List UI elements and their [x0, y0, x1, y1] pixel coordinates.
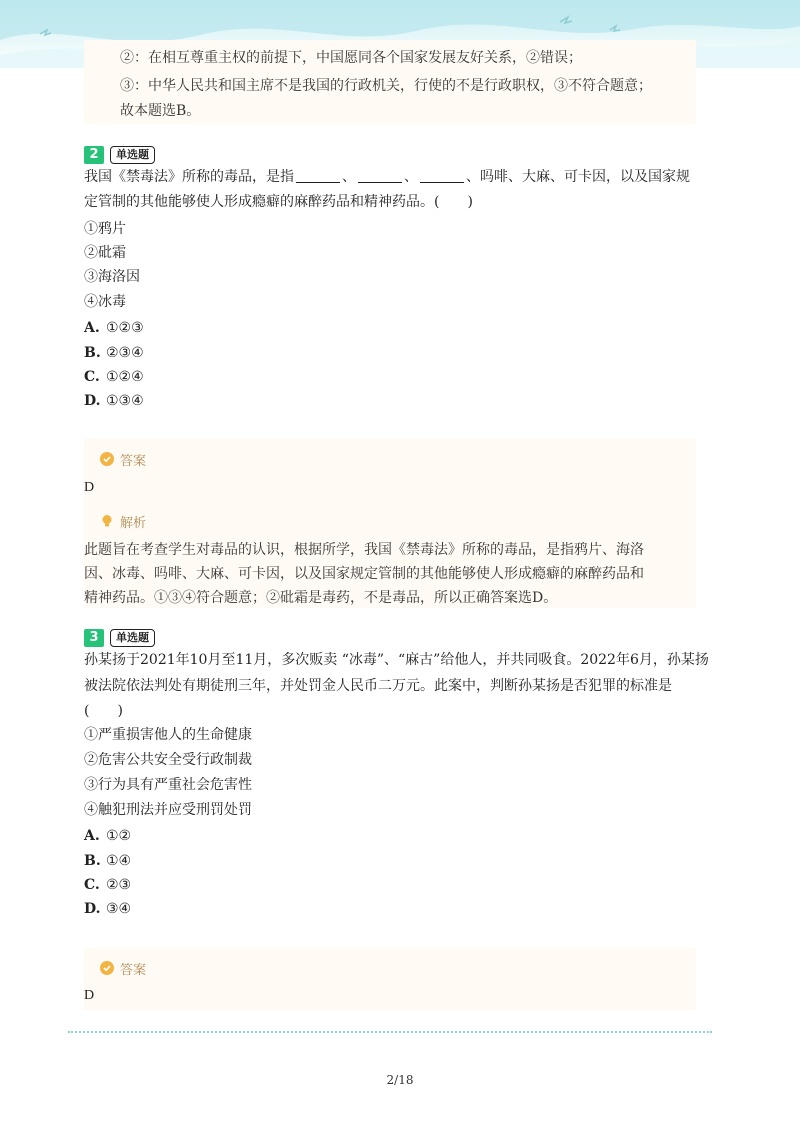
question-3-stem-line: 被法院依法判处有期徒刑三年，并处罚金人民币二万元。此案中，判断孙某扬是否犯罪的标准是 — [84, 678, 672, 694]
question-2-item: ③海洛因 — [84, 269, 140, 285]
question-type-tag: 单选题 — [110, 146, 155, 164]
question-3-item: ②危害公共安全受行政制裁 — [84, 752, 252, 768]
fill-blank — [358, 168, 402, 183]
question-2-analysis-line: 此题旨在考查学生对毒品的认识，根据所学，我国《禁毒法》所称的毒品，是指鸦片、海洛 — [84, 542, 644, 558]
question-2-analysis-line: 因、冰毒、吗啡、大麻、可卡因，以及国家规定管制的其他能够使人形成瘾癖的麻醉药品和 — [84, 566, 644, 582]
check-badge-icon — [100, 452, 114, 466]
question-3-item: ④触犯刑法并应受刑罚处罚 — [84, 802, 252, 818]
answer-tag — [100, 449, 146, 469]
question-2-option-b[interactable]: B. ②③④ — [84, 345, 144, 361]
answer-label: 答案 — [120, 453, 147, 469]
footer-divider — [68, 1031, 712, 1033]
question-2-option-d[interactable]: D. ①③④ — [84, 393, 144, 409]
question-2-option-a[interactable]: A. ①②③ — [84, 320, 144, 336]
prev-explanation-line: ②：在相互尊重主权的前提下，中国愿同各个国家发展友好关系，②错误； — [120, 50, 582, 66]
question-2-item: ②砒霜 — [84, 245, 126, 261]
analysis-label: 解析 — [120, 515, 147, 531]
prev-explanation-line: ③：中华人民共和国主席不是我国的行政机关，行使的不是行政职权，③不符合题意； — [120, 78, 652, 94]
question-number-badge: 3 — [84, 629, 104, 647]
question-3-answer: D — [84, 988, 95, 1003]
question-3-option-c[interactable]: C. ②③ — [84, 877, 132, 893]
question-number-badge: 2 — [84, 146, 104, 164]
answer-tag — [100, 958, 146, 978]
question-3-stem-line: ( ) — [84, 703, 123, 719]
question-3-option-b[interactable]: B. ①④ — [84, 853, 132, 869]
question-2-item: ①鸦片 — [84, 221, 126, 237]
question-type-tag: 单选题 — [110, 629, 155, 647]
question-2-stem-line: 定管制的其他能够使人形成瘾癖的麻醉药品和精神药品。( ) — [84, 194, 473, 210]
question-2-answer: D — [84, 480, 95, 495]
question-3-answer-box — [84, 948, 696, 1010]
analysis-tag — [100, 511, 146, 531]
question-3-option-d[interactable]: D. ③④ — [84, 901, 132, 917]
question-2-item: ④冰毒 — [84, 294, 126, 310]
question-2-stem: 我国《禁毒法》所称的毒品，是指 、 、 、吗啡、大麻、可卡因，以及国家规 — [84, 169, 690, 185]
question-2-header — [84, 145, 155, 165]
check-badge-icon — [100, 961, 114, 975]
page-number: 2/18 — [386, 1073, 414, 1087]
question-2-option-c[interactable]: C. ①②④ — [84, 369, 144, 385]
answer-label: 答案 — [120, 962, 147, 978]
fill-blank — [420, 168, 464, 183]
fill-blank — [296, 168, 340, 183]
question-3-item: ③行为具有严重社会危害性 — [84, 777, 252, 793]
question-3-item: ①严重损害他人的生命健康 — [84, 727, 252, 743]
lightbulb-icon — [100, 514, 114, 528]
question-3-header — [84, 628, 155, 648]
prev-explanation-line: 故本题选B。 — [120, 103, 201, 119]
question-3-option-a[interactable]: A. ①② — [84, 828, 132, 844]
question-2-analysis-line: 精神药品。①③④符合题意；②砒霜是毒药，不是毒品，所以正确答案选D。 — [84, 590, 558, 606]
question-3-stem-line: 孙某扬于2021年10月至11月，多次贩卖 “冰毒”、“麻古”给他人，并共同吸食。2022年6月，孙某扬 — [84, 652, 709, 668]
